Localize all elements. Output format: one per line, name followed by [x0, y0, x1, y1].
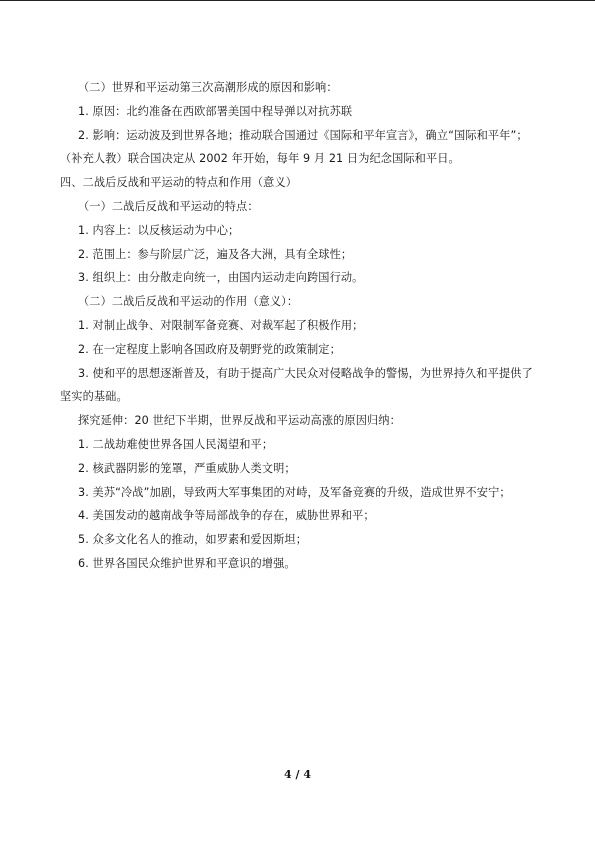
paragraph: 1. 二战劫难使世界各国人民渴望和平； [78, 437, 274, 451]
paragraph: 探究延伸：20 世纪下半期，世界反战和平运动高涨的原因归纳： [78, 414, 401, 428]
paragraph: 2. 范围上：参与阶层广泛，遍及各大洲，具有全球性； [78, 247, 353, 261]
paragraph: 1. 内容上：以反核运动为中心； [78, 223, 240, 237]
paragraph: 1. 原因：北约准备在西欧部署美国中程导弹以对抗苏联 [78, 104, 353, 118]
paragraph: 2. 在一定程度上影响各国政府及朝野党的政策制定； [78, 342, 341, 356]
section-heading: 四、二战后反战和平运动的特点和作用（意义） [60, 176, 298, 190]
paragraph: 2. 影响：运动波及到世界各地；推动联合国通过《国际和平年宣言》，确立“国际和平年”；（补充人教）联合国决定从 2002 年开始，每年 9 月 21 日为纪念国际和平日。 [60, 128, 528, 166]
paragraph: 3. 美苏“冷战”加剧，导致两大军事集团的对峙，及军备竞赛的升级，造成世界不安宁； [78, 485, 511, 499]
subsection-heading: （二）二战后反战和平运动的作用（意义）： [78, 295, 299, 309]
paragraph: 2. 核武器阴影的笼罩，严重威胁人类文明； [78, 461, 296, 475]
paragraph: 1. 对制止战争、对限制军备竞赛、对裁军起了积极作用； [78, 318, 364, 332]
page-number: 4 / 4 [284, 768, 311, 781]
paragraph: 5. 众多文化名人的推动，如罗素和爱因斯坦； [78, 533, 307, 547]
paragraph: （二）世界和平运动第三次高潮形成的原因和影响： [78, 81, 338, 94]
paragraph: 6. 世界各国民众维护世界和平意识的增强。 [78, 556, 296, 570]
header-rule [0, 0, 595, 1]
subsection-heading: （一）二战后反战和平运动的特点： [78, 199, 259, 213]
paragraph: 3. 使和平的思想逐渐普及，有助于提高广大民众对侵略战争的警惕，为世界持久和平提供了坚实的基础。 [60, 366, 533, 404]
paragraph: 4. 美国发动的越南战争等局部战争的存在，威胁世界和平； [78, 509, 375, 523]
paragraph: 3. 组织上：由分散走向统一，由国内运动走向跨国行动。 [78, 271, 364, 285]
document-body [60, 76, 538, 576]
